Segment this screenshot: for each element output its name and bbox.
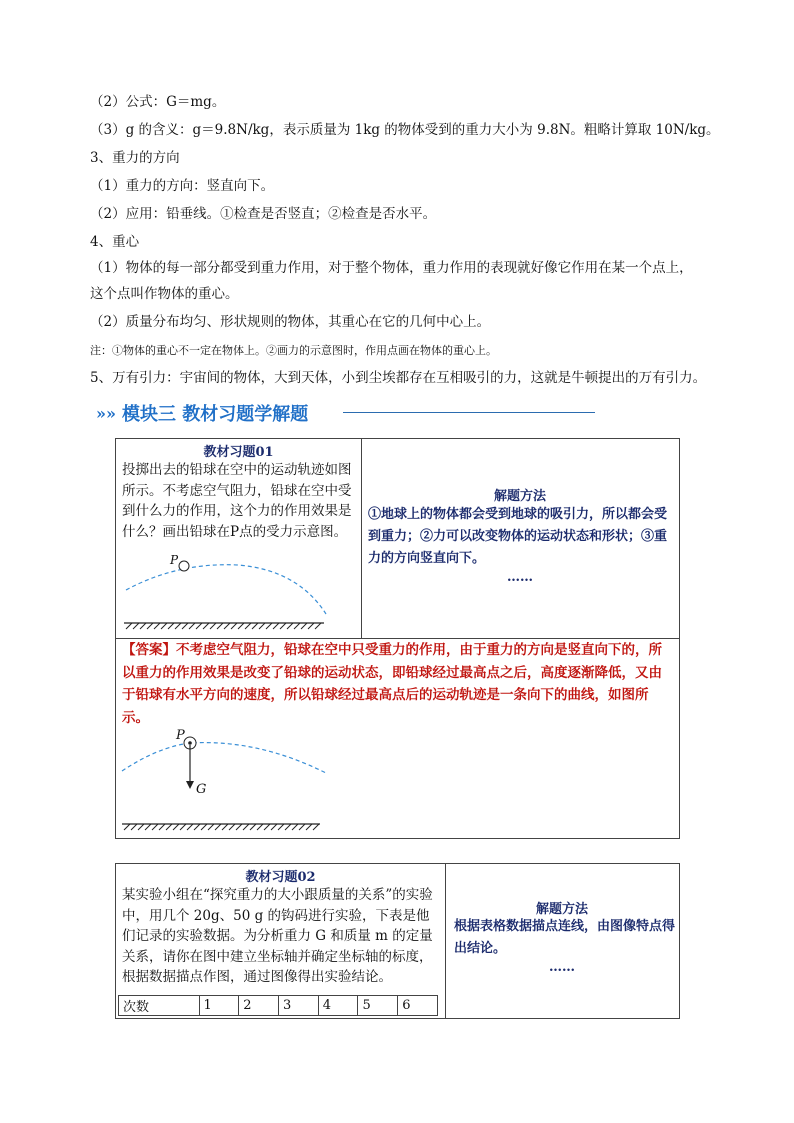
exercise-02-title: 教材习题02 bbox=[245, 870, 316, 885]
center-of-gravity-line2: 这个点叫作物体的重心。 bbox=[90, 286, 239, 302]
table-cell: 2 bbox=[239, 996, 279, 1016]
exercise-01-trajectory-figure bbox=[118, 552, 358, 632]
center-of-gravity-heading: 4、重心 bbox=[90, 234, 140, 250]
answer-point-p-label: P bbox=[176, 728, 185, 743]
answer-ground-hatch bbox=[124, 824, 319, 830]
exercise-01-question: 投掷出去的铅球在空中的运动轨迹如图所示。不考虑空气阻力，铅球在空中受到什么力的作用，这个力的作用效果是什么？画出铅球在P点的受力示意图。 bbox=[122, 462, 352, 540]
table-cell: 6 bbox=[398, 996, 438, 1016]
gravity-direction-heading: 3、重力的方向 bbox=[90, 150, 180, 166]
note-line: 注：①物体的重心不一定在物体上。②画力的示意图时，作用点画在物体的重心上。 bbox=[90, 344, 497, 357]
exercise-02-data-table bbox=[118, 995, 438, 1016]
gravity-g-label: G bbox=[196, 782, 207, 797]
point-p-label: P bbox=[170, 553, 179, 567]
gravity-arrow-head bbox=[186, 781, 194, 789]
exercise-02-method-title: 解题方法 bbox=[535, 902, 588, 917]
exercise-01-method-title: 解题方法 bbox=[493, 489, 546, 504]
center-of-gravity-line1: （1）物体的每一部分都受到重力作用，对于整个物体，重力作用的表现就好像它作用在某一个点上， bbox=[90, 260, 693, 276]
exercise-02-divider bbox=[445, 864, 446, 1018]
exercise-02-method-dots: …… bbox=[549, 960, 575, 975]
exercise-02-question: 某实验小组在“探究重力的大小跟质量的关系”的实验中，用几个 20g、50 g 的钩码进行实验，下表是他们记录的实验数据。为分析重力 G 和质量 m 的定量关系，请你在图中建立坐标轴并确定坐标轴的标度，根据数据描点作图，通过图像得出实验结论。 bbox=[122, 887, 433, 985]
exercise-02-method-text: 根据表格数据描点连线，由图像特点得出结论。 bbox=[454, 919, 676, 956]
g-meaning-line: （3）g 的含义：g＝9.8N/kg，表示质量为 1kg 的物体受到的重力大小为 9.8N。粗略计算取 10N/kg。 bbox=[90, 122, 720, 138]
exercise-01-title: 教材习题01 bbox=[203, 445, 274, 460]
table-row bbox=[119, 996, 438, 1016]
table-cell: 4 bbox=[318, 996, 358, 1016]
table-cell: 5 bbox=[358, 996, 398, 1016]
plumb-line-application: （2）应用：铅垂线。①检查是否竖直；②检查是否水平。 bbox=[90, 206, 437, 222]
double-chevron-icon-2: » bbox=[106, 403, 112, 423]
answer-text: 不考虑空气阻力，铅球在空中只受重力的作用，由于重力的方向是竖直向下的，所以重力的作用效果是改变了铅球的运动状态，即铅球经过最高点之后，高度逐渐降低，又由于铅球有水平方向的速度，所以铅球经过最高点后的运动轨迹是一条向下的曲线，如图所示。 bbox=[122, 642, 662, 726]
table-cell: 3 bbox=[279, 996, 319, 1016]
exercise-01-method-dots: …… bbox=[507, 570, 533, 585]
section-title: 模块三 教材习题学解题 bbox=[122, 404, 309, 425]
exercise-01-answer bbox=[122, 639, 674, 729]
double-chevron-icon: » bbox=[96, 403, 102, 423]
universal-gravitation-line: 5、万有引力：宇宙间的物体，大到天体，小到尘埃都存在互相吸引的力，这就是牛顿提出的万有引力。 bbox=[90, 370, 707, 386]
formula-line: （2）公式：G＝mg。 bbox=[90, 94, 226, 110]
exercise-01-answer-figure bbox=[118, 725, 358, 835]
answer-tag: 【答案】 bbox=[122, 642, 176, 658]
section-rule bbox=[343, 412, 595, 413]
exercise-01-divider bbox=[361, 439, 362, 638]
section-header bbox=[96, 399, 308, 427]
answer-trajectory-curve bbox=[122, 743, 326, 773]
trajectory-curve bbox=[126, 565, 326, 614]
exercise-01-method-text: ①地球上的物体都会受到地球的吸引力，所以都会受到重力；②力可以改变物体的运动状态和形状；③重力的方向竖直向下。 bbox=[368, 507, 668, 566]
table-cell: 1 bbox=[199, 996, 239, 1016]
shot-put-ball bbox=[179, 561, 189, 571]
table-cell-header: 次数 bbox=[119, 996, 200, 1016]
gravity-direction-line: （1）重力的方向：竖直向下。 bbox=[90, 178, 275, 194]
ground-hatch bbox=[126, 623, 321, 629]
answer-ball-center bbox=[188, 741, 192, 745]
uniform-object-line: （2）质量分布均匀、形状规则的物体，其重心在它的几何中心上。 bbox=[90, 314, 491, 330]
